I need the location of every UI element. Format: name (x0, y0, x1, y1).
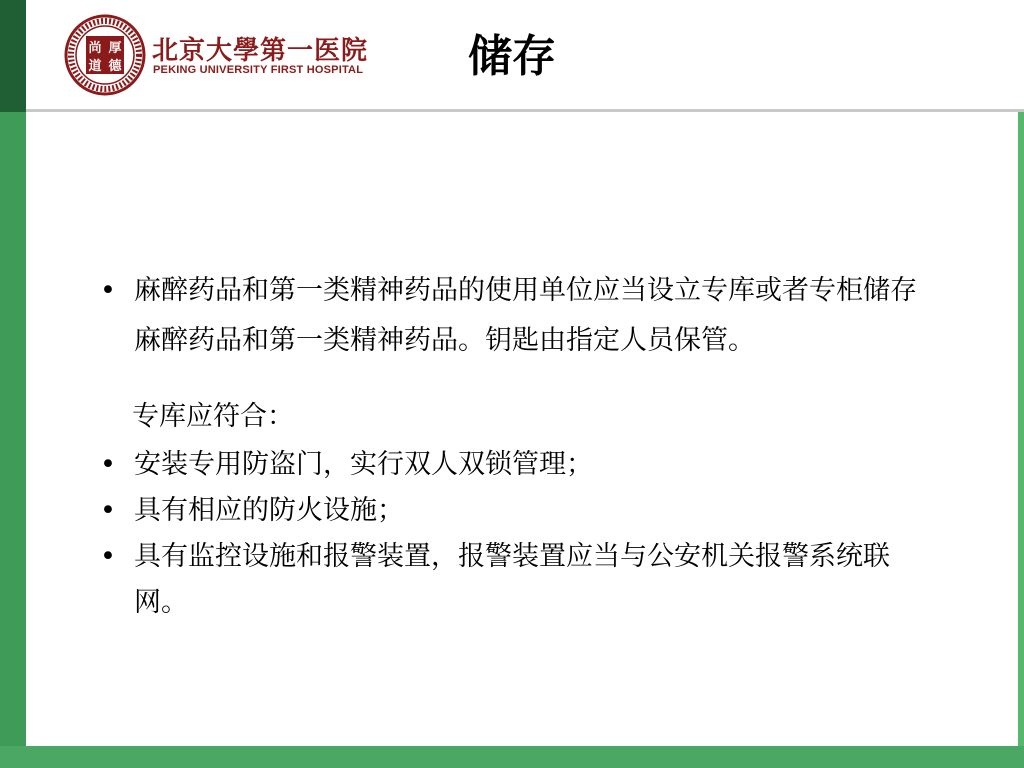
bullet-item (100, 442, 930, 488)
slide-content (100, 266, 930, 626)
svg-text:德: 德 (108, 59, 122, 74)
svg-text:厚: 厚 (108, 41, 122, 56)
bullet-item (100, 488, 930, 534)
bullet-glyph: • (100, 495, 116, 526)
bullet-item (100, 266, 930, 366)
svg-text:道: 道 (88, 59, 102, 74)
slide-title: 储存 (468, 31, 556, 82)
bullet-item (100, 534, 930, 626)
bullet-text: 麻醉药品和第一类精神药品的使用单位应当设立专库或者专柜储存麻醉药品和第一类精神药品。钥匙由指定人员保管。 (134, 275, 917, 356)
subheading: 专库应符合： (132, 401, 294, 432)
bullet-glyph: • (100, 449, 116, 480)
bullet-text: 具有监控设施和报警装置，报警装置应当与公安机关报警系统联网。 (134, 541, 890, 618)
left-green-band (0, 0, 26, 768)
bullet-text: 安装专用防盗门，实行双人双锁管理； (134, 449, 593, 480)
hospital-name-english: PEKING UNIVERSITY FIRST HOSPITAL (153, 64, 364, 76)
header-divider (26, 109, 1024, 112)
svg-text:尚: 尚 (88, 41, 102, 56)
bullet-text: 具有相应的防火设施； (134, 495, 404, 526)
hospital-name-chinese: 北京大學第一医院 (152, 36, 369, 66)
right-green-band (1018, 112, 1024, 768)
bottom-green-band (0, 746, 1024, 768)
bullet-glyph: • (100, 541, 116, 572)
bullet-glyph: • (100, 275, 116, 306)
